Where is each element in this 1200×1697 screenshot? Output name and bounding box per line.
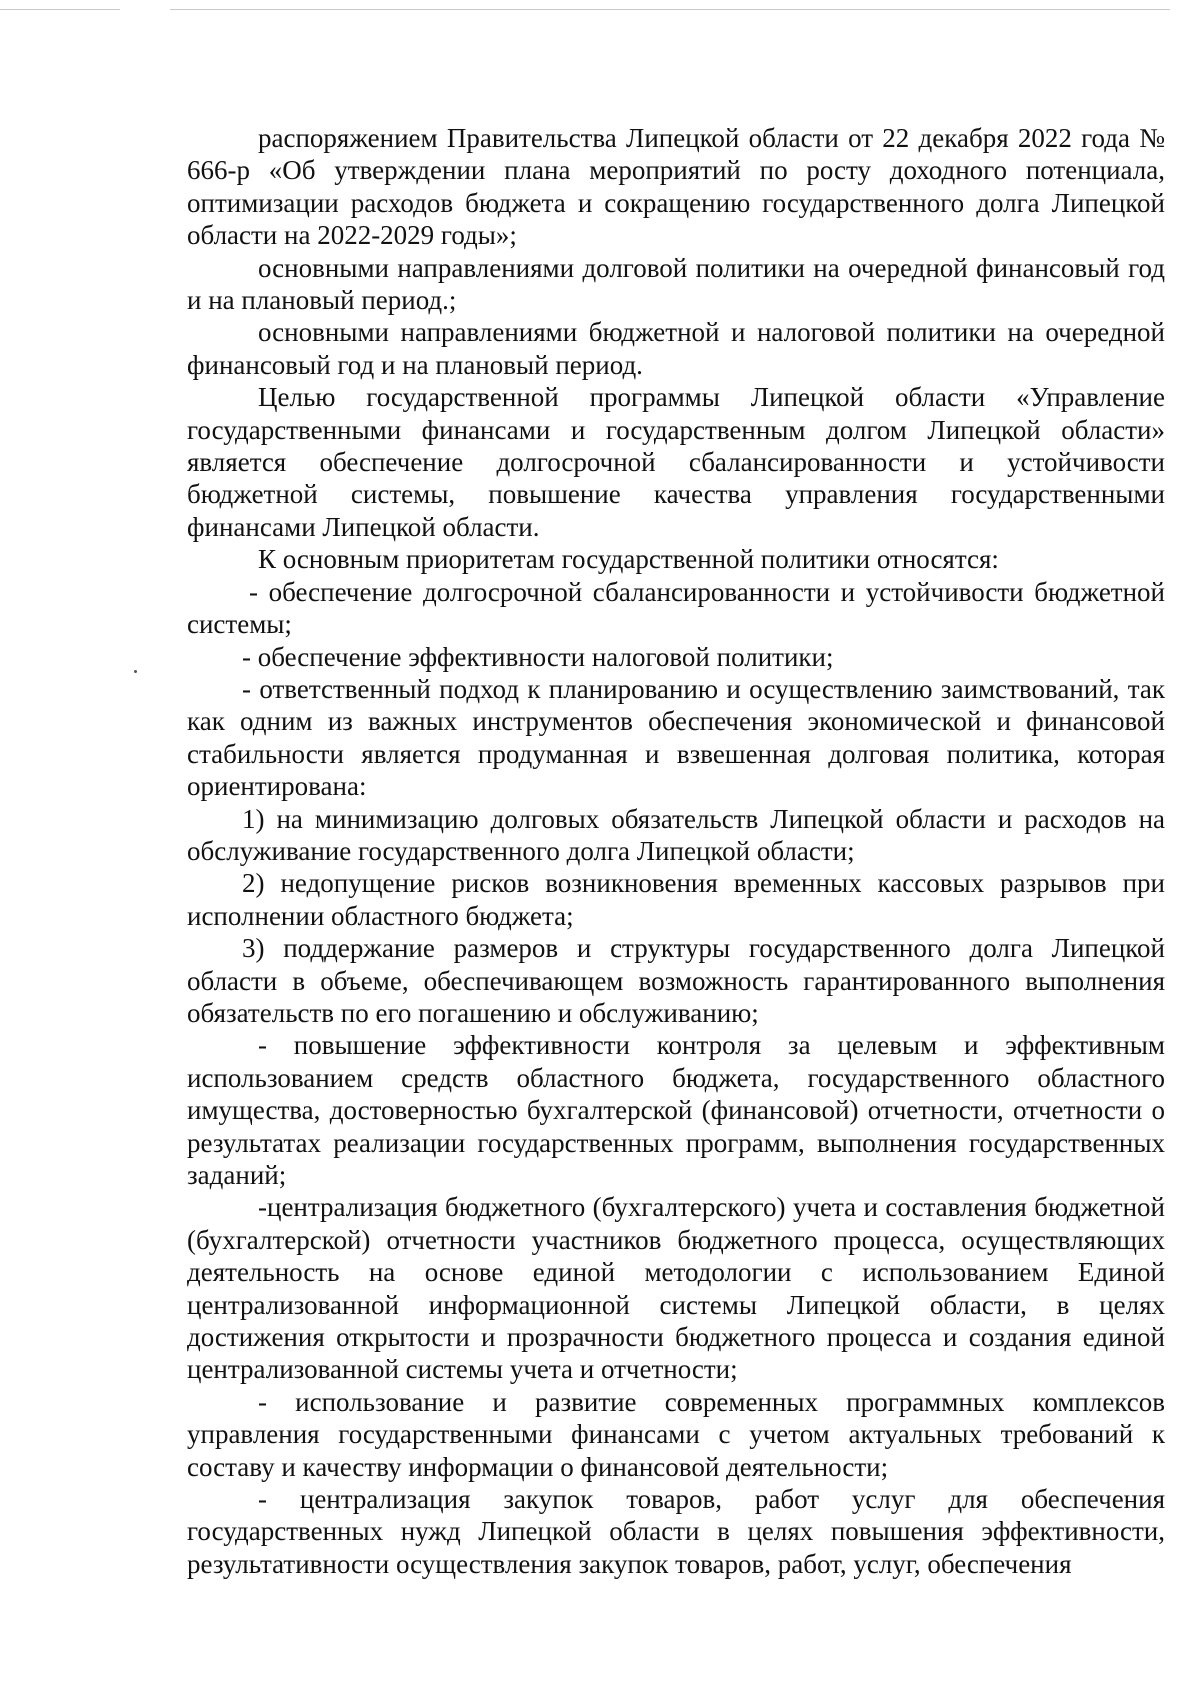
list-item: 3) поддержание размеров и структуры государственного долга Липецкой области в объеме, обеспечивающем возможность гарантированного выполнения обязательств по его погашению и обслуживанию; xyxy=(187,933,1165,1028)
list-item: -централизация бюджетного (бухгалтерского) учета и составления бюджетной (бухгалтерской) отчетности участников бюджетного процесса, осуществляющих деятельность на основе единой методологии с использованием Единой централизованной информационной системы Липецкой области, в целях достижения открытости и прозрачности бюджетного процесса и создания единой централизованной системы учета и отчетности; xyxy=(187,1192,1165,1385)
list-item: - повышение эффективности контроля за целевым и эффективным использованием средств областного бюджета, государственного областного имущества, достоверностью бухгалтерской (финансовой) отчетности, отчетности о результатах реализации государственных программ, выполнения государственных заданий; xyxy=(187,1030,1165,1190)
list-item: - ответственный подход к планированию и осуществлению заимствований, так как одним из важных инструментов обеспечения экономической и финансовой стабильности является продуманная и взвешенная долговая политика, которая ориентирована: xyxy=(187,673,1165,802)
paragraph: распоряжением Правительства Липецкой области от 22 декабря 2022 года № 666-р «Об утверждении плана мероприятий по росту доходного потенциала, оптимизации расходов бюджета и сокращению государственного долга Липецкой области на 2022-2029 годы»; xyxy=(187,123,1165,251)
list-item: - использование и развитие современных программных комплексов управления государственными финансами с учетом актуальных требований к составу и качеству информации о финансовой деятельности; xyxy=(187,1386,1165,1482)
list-item: - обеспечение эффективности налоговой политики; xyxy=(242,641,834,672)
list-item: 1) на минимизацию долговых обязательств Липецкой области и расходов на обслуживание государственного долга Липецкой области; xyxy=(187,803,1165,866)
paragraph: Целью государственной программы Липецкой области «Управление государственными финансами и государственным долгом Липецкой области» является обеспечение долгосрочной сбалансированности и устойчивости бюджетной системы, повышение качества управления государственными финансами Липецкой области. xyxy=(187,382,1165,542)
list-item: 2) недопущение рисков возникновения временных кассовых разрывов при исполнении областного бюджета; xyxy=(187,868,1165,931)
scan-speck xyxy=(134,670,137,673)
scan-artifact-line xyxy=(0,9,120,10)
scan-artifact-line xyxy=(170,9,1170,10)
list-item: - обеспечение долгосрочной сбалансированности и устойчивости бюджетной системы; xyxy=(187,576,1165,640)
list-item: - централизация закупок товаров, работ услуг для обеспечения государственных нужд Липецкой области в целях повышения эффективности, результативности осуществления закупок товаров, работ, услуг, обеспечения xyxy=(187,1484,1165,1579)
paragraph: основными направлениями долговой политики на очередной финансовый год и на плановый период.; xyxy=(187,252,1165,316)
paragraph: основными направлениями бюджетной и налоговой политики на очередной финансовый год и на плановый период. xyxy=(187,317,1165,380)
document-body xyxy=(187,122,1165,1580)
paragraph: К основным приоритетам государственной политики относятся: xyxy=(258,544,999,575)
